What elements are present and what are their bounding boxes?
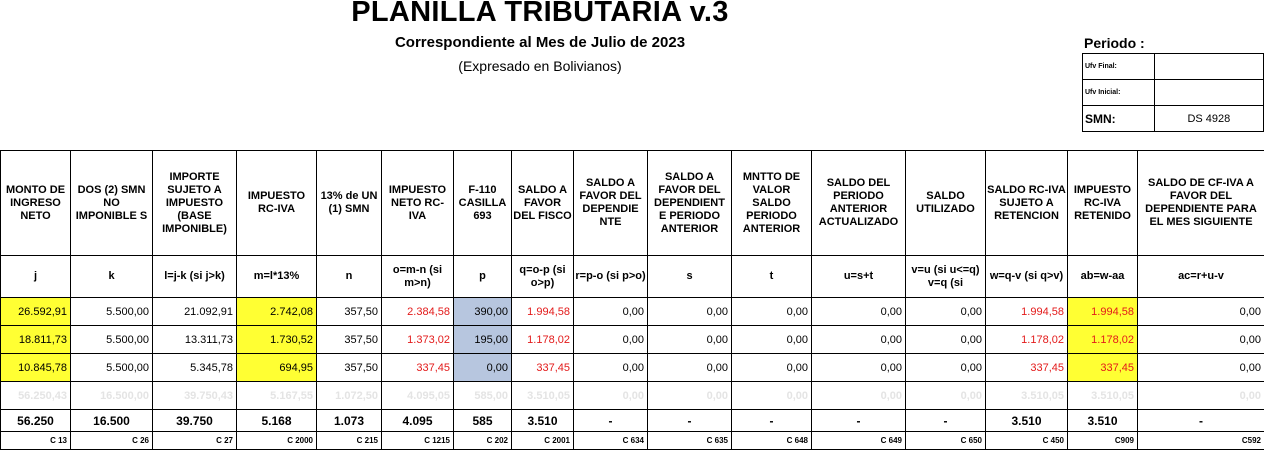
column-formula: p [454, 256, 512, 298]
table-cell[interactable]: 5.345,78 [153, 354, 237, 382]
code-cell: C 1215 [382, 432, 454, 450]
column-formula: l=j-k (si j>k) [153, 256, 237, 298]
table-cell[interactable]: 0,00 [906, 354, 986, 382]
table-cell[interactable]: 1.994,58 [1068, 298, 1138, 326]
ufv-inicial-label: Ufv Inicial: [1083, 80, 1155, 106]
code-cell: C 13 [1, 432, 71, 450]
column-header: SALDO UTILIZADO [906, 151, 986, 256]
ufv-final-label: Ufv Final: [1083, 54, 1155, 80]
code-cell: C 650 [906, 432, 986, 450]
table-cell[interactable]: 1.994,58 [512, 298, 574, 326]
table-cell[interactable]: 5.500,00 [71, 354, 153, 382]
hidden-sum-row [1, 382, 1264, 410]
column-formula: ab=w-aa [1068, 256, 1138, 298]
table-cell[interactable]: 195,00 [454, 326, 512, 354]
column-formula: j [1, 256, 71, 298]
code-cell: C 202 [454, 432, 512, 450]
table-cell[interactable]: 0,00 [454, 354, 512, 382]
table-cell[interactable]: 13.311,73 [153, 326, 237, 354]
column-header: MONTO DE INGRESO NETO [1, 151, 71, 256]
column-header: DOS (2) SMN NO IMPONIBLE S [71, 151, 153, 256]
total-cell: - [648, 410, 732, 432]
table-cell[interactable]: 0,00 [812, 326, 906, 354]
table-row [1, 326, 1264, 354]
hidden-sum-cell: 0,00 [812, 382, 906, 410]
code-cell: C 27 [153, 432, 237, 450]
column-formula: m=l*13% [237, 256, 317, 298]
table-cell[interactable]: 0,00 [1138, 326, 1264, 354]
column-formula: k [71, 256, 153, 298]
table-cell[interactable]: 0,00 [574, 354, 648, 382]
total-cell: 3.510 [1068, 410, 1138, 432]
column-formula: ac=r+u-v [1138, 256, 1264, 298]
total-cell: 5.168 [237, 410, 317, 432]
column-header: MNTTO DE VALOR SALDO PERIODO ANTERIOR [732, 151, 812, 256]
code-cell: C 635 [648, 432, 732, 450]
total-cell: - [574, 410, 648, 432]
hidden-sum-cell: 1.072,50 [317, 382, 382, 410]
periodo-label: Periodo : [1084, 35, 1145, 51]
smn-label: SMN: [1083, 106, 1155, 132]
total-cell: - [1138, 410, 1264, 432]
hidden-sum-cell: 0,00 [906, 382, 986, 410]
table-cell[interactable]: 1.994,58 [986, 298, 1068, 326]
column-header: IMPORTE SUJETO A IMPUESTO (BASE IMPONIBLE) [153, 151, 237, 256]
column-header: IMPUESTO RC-IVA RETENIDO [1068, 151, 1138, 256]
table-cell[interactable]: 5.500,00 [71, 298, 153, 326]
table-cell[interactable]: 1.178,02 [986, 326, 1068, 354]
table-cell[interactable]: 10.845,78 [1, 354, 71, 382]
hidden-sum-cell: 39.750,43 [153, 382, 237, 410]
column-header: 13% de UN (1) SMN [317, 151, 382, 256]
table-cell[interactable]: 1.730,52 [237, 326, 317, 354]
column-formula: s [648, 256, 732, 298]
table-cell[interactable]: 26.592,91 [1, 298, 71, 326]
code-cell: C 2001 [512, 432, 574, 450]
column-header: SALDO DE CF-IVA A FAVOR DEL DEPENDIENTE PARA EL MES SIGUIENTE [1138, 151, 1264, 256]
total-cell: - [812, 410, 906, 432]
code-cell: C 26 [71, 432, 153, 450]
ufv-inicial-value[interactable] [1154, 80, 1263, 106]
column-header: SALDO A FAVOR DEL DEPENDIENT E PERIODO ANTERIOR [648, 151, 732, 256]
column-formula: t [732, 256, 812, 298]
hidden-sum-cell: 0,00 [574, 382, 648, 410]
table-cell[interactable]: 5.500,00 [71, 326, 153, 354]
table-cell[interactable]: 0,00 [732, 298, 812, 326]
column-header: SALDO DEL PERIODO ANTERIOR ACTUALIZADO [812, 151, 906, 256]
table-cell[interactable]: 1.178,02 [1068, 326, 1138, 354]
code-row [1, 432, 1264, 450]
table-row [1, 354, 1264, 382]
totals-row [1, 410, 1264, 432]
table-cell[interactable]: 1.178,02 [512, 326, 574, 354]
column-header: SALDO A FAVOR DEL FISCO [512, 151, 574, 256]
code-cell: C592 [1138, 432, 1264, 450]
table-cell[interactable]: 0,00 [1138, 298, 1264, 326]
table-cell[interactable]: 0,00 [648, 298, 732, 326]
table-cell[interactable]: 0,00 [574, 326, 648, 354]
table-cell[interactable]: 0,00 [906, 326, 986, 354]
column-header: SALDO RC-IVA SUJETO A RETENCION [986, 151, 1068, 256]
periodo-table [1082, 53, 1264, 132]
tax-table [0, 150, 1264, 450]
total-cell: 39.750 [153, 410, 237, 432]
ufv-final-value[interactable] [1154, 54, 1263, 80]
column-header: F-110 CASILLA 693 [454, 151, 512, 256]
page-title: PLANILLA TRIBUTARIA v.3 [351, 0, 729, 28]
table-cell[interactable]: 337,45 [986, 354, 1068, 382]
total-cell: 3.510 [986, 410, 1068, 432]
table-cell[interactable]: 0,00 [906, 298, 986, 326]
table-cell[interactable]: 337,45 [512, 354, 574, 382]
total-cell: 3.510 [512, 410, 574, 432]
table-row [1, 298, 1264, 326]
hidden-sum-cell: 0,00 [1138, 382, 1264, 410]
hidden-sum-cell: 0,00 [648, 382, 732, 410]
hidden-sum-cell: 3.510,05 [986, 382, 1068, 410]
table-cell[interactable]: 18.811,73 [1, 326, 71, 354]
code-cell: C 215 [317, 432, 382, 450]
table-cell[interactable]: 357,50 [317, 326, 382, 354]
table-cell[interactable]: 0,00 [574, 298, 648, 326]
column-formula: q=o-p (si o>p) [512, 256, 574, 298]
table-cell[interactable]: 694,95 [237, 354, 317, 382]
column-header: IMPUESTO NETO RC-IVA [382, 151, 454, 256]
table-cell[interactable]: 0,00 [732, 326, 812, 354]
hidden-sum-cell: 4.095,05 [382, 382, 454, 410]
total-cell: 56.250 [1, 410, 71, 432]
total-cell: 4.095 [382, 410, 454, 432]
column-formula: v=u (si u<=q) v=q (si [906, 256, 986, 298]
hidden-sum-cell: 3.510,05 [512, 382, 574, 410]
column-formula: u=s+t [812, 256, 906, 298]
code-cell: C 634 [574, 432, 648, 450]
table-cell[interactable]: 2.742,08 [237, 298, 317, 326]
hidden-sum-cell: 16.500,00 [71, 382, 153, 410]
hidden-sum-cell: 3.510,05 [1068, 382, 1138, 410]
table-cell[interactable]: 337,45 [382, 354, 454, 382]
formula-row [1, 256, 1264, 298]
column-formula: o=m-n (si m>n) [382, 256, 454, 298]
column-formula: w=q-v (si q>v) [986, 256, 1068, 298]
table-cell[interactable]: 0,00 [812, 298, 906, 326]
hidden-sum-cell: 0,00 [732, 382, 812, 410]
table-cell[interactable]: 21.092,91 [153, 298, 237, 326]
table-cell[interactable]: 0,00 [812, 354, 906, 382]
code-cell: C 649 [812, 432, 906, 450]
table-cell[interactable]: 2.384,58 [382, 298, 454, 326]
total-cell: 16.500 [71, 410, 153, 432]
code-cell: C 2000 [237, 432, 317, 450]
table-cell[interactable]: 1.373,02 [382, 326, 454, 354]
table-cell[interactable]: 0,00 [648, 326, 732, 354]
page-subtitle: Correspondiente al Mes de Julio de 2023 [394, 34, 686, 51]
column-formula: n [317, 256, 382, 298]
code-cell: C 450 [986, 432, 1068, 450]
code-cell: C909 [1068, 432, 1138, 450]
hidden-sum-cell: 5.167,55 [237, 382, 317, 410]
table-cell[interactable]: 0,00 [732, 354, 812, 382]
smn-value[interactable]: DS 4928 [1154, 106, 1263, 132]
column-header: IMPUESTO RC-IVA [237, 151, 317, 256]
total-cell: 585 [454, 410, 512, 432]
table-cell[interactable]: 0,00 [648, 354, 732, 382]
total-cell: - [906, 410, 986, 432]
hidden-sum-cell: 585,00 [454, 382, 512, 410]
column-header: SALDO A FAVOR DEL DEPENDIE NTE [574, 151, 648, 256]
total-cell: - [732, 410, 812, 432]
header-row [1, 151, 1264, 256]
table-cell[interactable]: 0,00 [1138, 354, 1264, 382]
table-cell[interactable]: 390,00 [454, 298, 512, 326]
code-cell: C 648 [732, 432, 812, 450]
table-cell[interactable]: 337,45 [1068, 354, 1138, 382]
table-cell[interactable]: 357,50 [317, 354, 382, 382]
total-cell: 1.073 [317, 410, 382, 432]
table-cell[interactable]: 357,50 [317, 298, 382, 326]
column-formula: r=p-o (si p>o) [574, 256, 648, 298]
currency-note: (Expresado en Bolivianos) [458, 58, 622, 74]
hidden-sum-cell: 56.250,43 [1, 382, 71, 410]
